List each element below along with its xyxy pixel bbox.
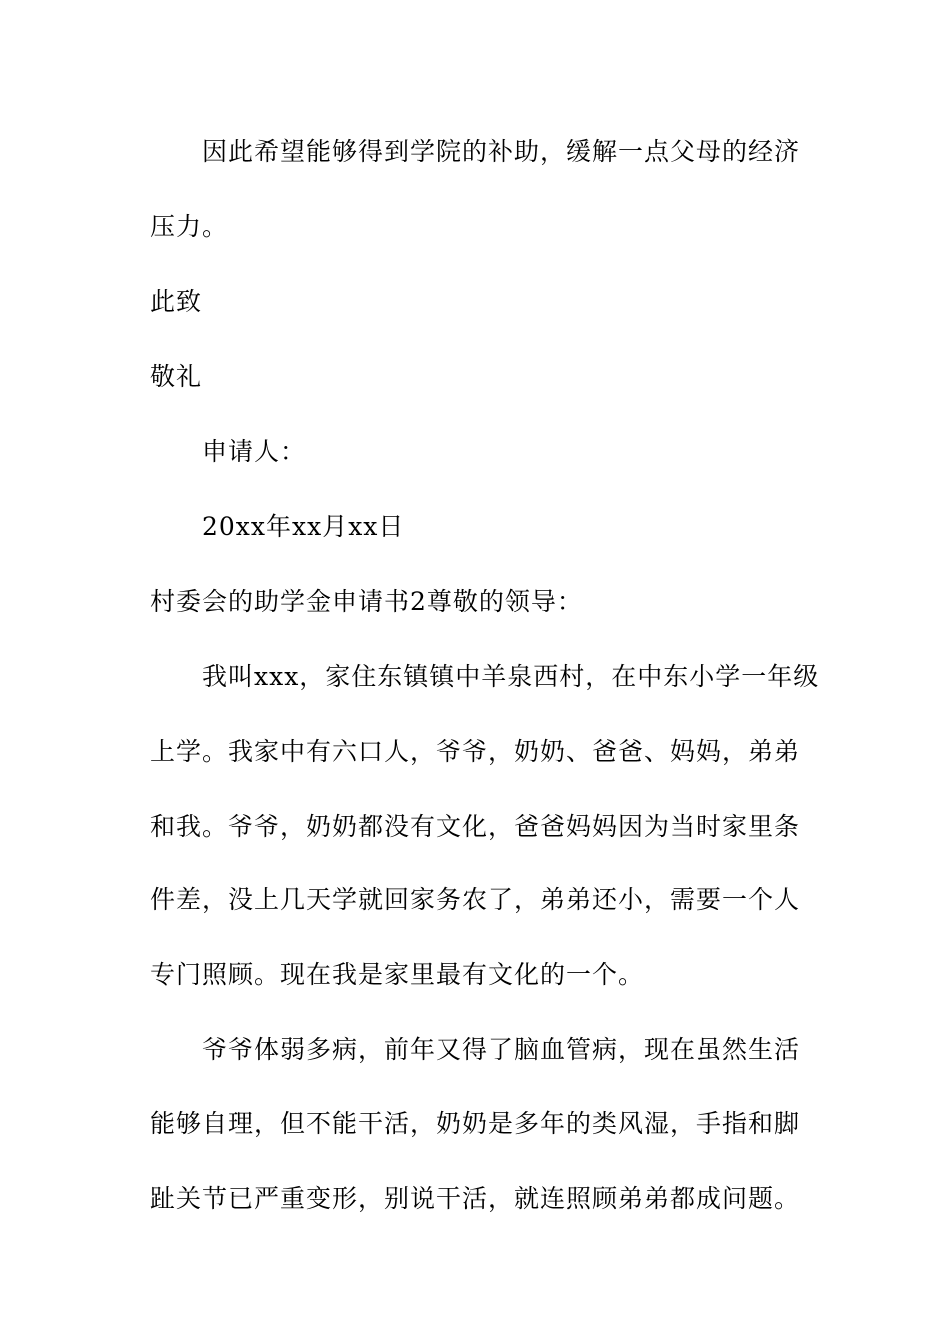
closing-salutation: 此致 — [150, 287, 203, 316]
paragraph-line: 能够自理，但不能干活，奶奶是多年的类风湿，手指和脚 — [150, 1109, 801, 1138]
paragraph-line: 因此希望能够得到学院的补助，缓解一点父母的经济 — [202, 137, 801, 166]
paragraph-line: 件差，没上几天学就回家务农了，弟弟还小，需要一个人 — [150, 885, 801, 914]
date-line: 20xx年xx月xx日 — [202, 512, 405, 541]
paragraph-line: 上学。我家中有六口人，爷爷，奶奶、爸爸、妈妈，弟弟 — [150, 737, 801, 766]
paragraph-line: 专门照顾。现在我是家里最有文化的一个。 — [150, 960, 645, 989]
paragraph-line: 我叫xxx，家住东镇镇中羊泉西村，在中东小学一年级 — [202, 662, 820, 691]
paragraph-line: 压力。 — [150, 212, 229, 241]
paragraph-line: 和我。爷爷，奶奶都没有文化，爸爸妈妈因为当时家里条 — [150, 812, 801, 841]
paragraph-line: 趾关节已严重变形，别说干活，就连照顾弟弟都成问题。 — [150, 1184, 801, 1213]
paragraph-line: 爷爷体弱多病，前年又得了脑血管病，现在虽然生活 — [202, 1035, 801, 1064]
applicant-label: 申请人： — [202, 437, 307, 466]
closing-regards: 敬礼 — [150, 362, 203, 391]
section-heading: 村委会的助学金申请书2尊敬的领导： — [150, 587, 583, 616]
